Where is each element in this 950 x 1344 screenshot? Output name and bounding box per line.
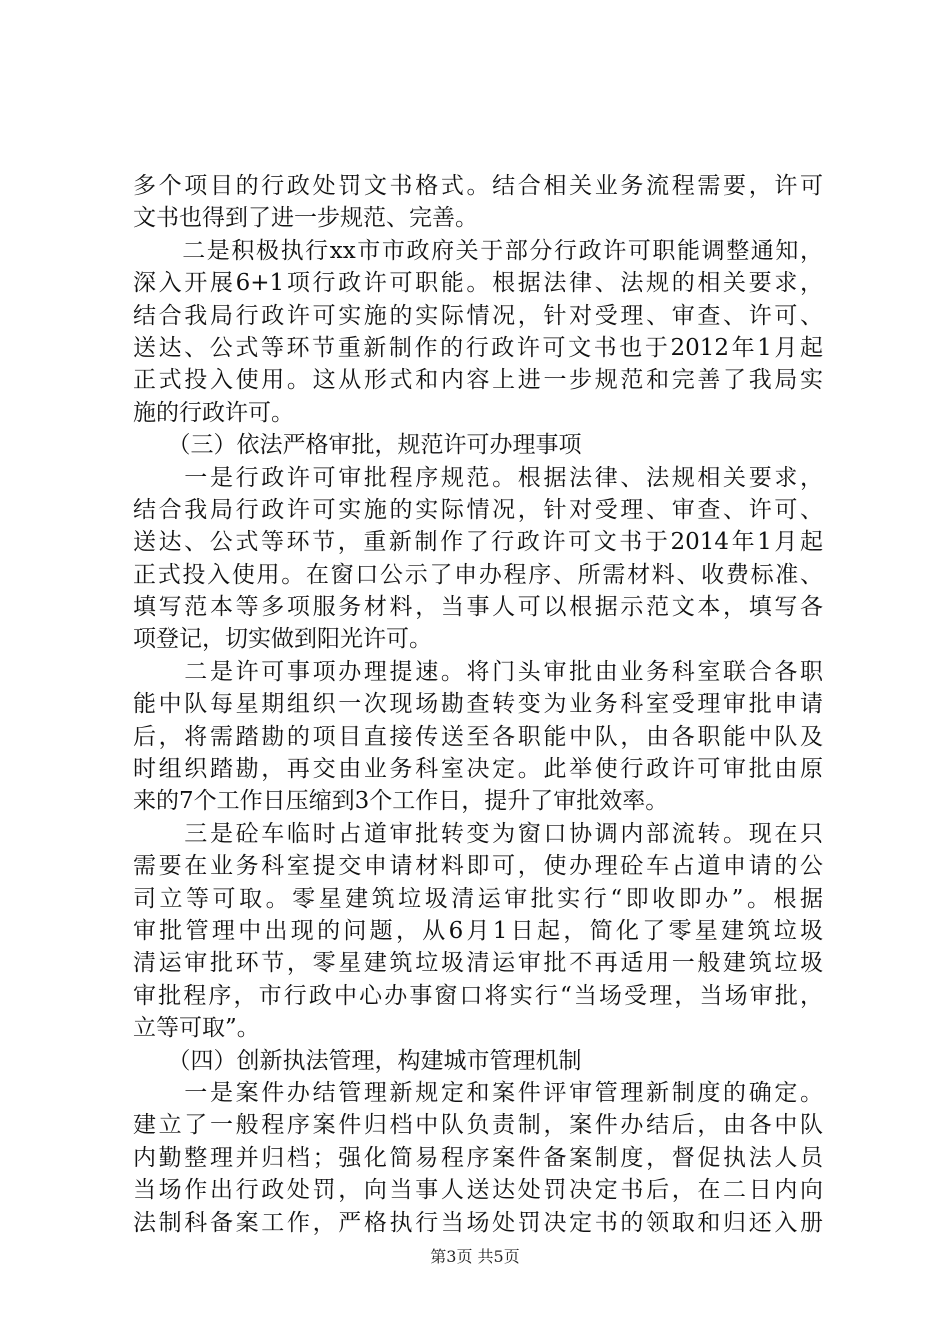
text-line: 正式投入使用。这从形式和内容上进一步规范和完善了我局实 xyxy=(133,367,823,394)
text-line: 送达、公式等环节，重新制作了行政许可文书于2014年1月起 xyxy=(133,529,823,556)
text-line: 结合我局行政许可实施的实际情况，针对受理、审查、许可、 xyxy=(133,302,823,329)
text-line: 一是案件办结管理新规定和案件评审管理新制度的确定。 xyxy=(133,1079,823,1106)
text-line: 送达、公式等环节重新制作的行政许可文书也于2012年1月起 xyxy=(133,334,823,361)
page-footer: 第3页 共5页 xyxy=(430,1247,520,1266)
text-line: 法制科备案工作，严格执行当场处罚决定书的领取和归还入册 xyxy=(133,1209,823,1236)
text-line: 清运审批环节，零星建筑垃圾清运审批不再适用一般建筑垃圾 xyxy=(133,950,823,977)
text-line: 审批程序，市行政中心办事窗口将实行“当场受理，当场审批， xyxy=(133,982,823,1009)
text-line: 一是行政许可审批程序规范。根据法律、法规相关要求， xyxy=(133,464,823,491)
text-line: 能中队每星期组织一次现场勘查转变为业务科室受理审批申请 xyxy=(133,691,823,718)
text-line: 时组织踏勘，再交由业务科室决定。此举使行政许可审批由原 xyxy=(133,756,823,783)
text-line: 司立等可取。零星建筑垃圾清运审批实行“即收即办”。根据 xyxy=(133,885,823,912)
text-line: 结合我局行政许可实施的实际情况，针对受理、审查、许可、 xyxy=(133,496,823,523)
text-line: 后，将需踏勘的项目直接传送至各职能中队，由各职能中队及 xyxy=(133,723,823,750)
text-line: 文书也得到了进一步规范、完善。 xyxy=(133,205,478,232)
text-line: 多个项目的行政处罚文书格式。结合相关业务流程需要，许可 xyxy=(133,173,823,199)
text-line: 内勤整理并归档；强化简易程序案件备案制度，督促执法人员 xyxy=(133,1144,823,1171)
text-line: （四）创新执法管理，构建城市管理机制 xyxy=(133,1047,582,1074)
text-line: 三是砼车临时占道审批转变为窗口协调内部流转。现在只 xyxy=(133,820,823,847)
text-line: 立等可取”。 xyxy=(133,1015,260,1042)
text-line: 深入开展6+1项行政许可职能。根据法律、法规的相关要求， xyxy=(133,270,823,297)
text-line: 正式投入使用。在窗口公示了申办程序、所需材料、收费标准、 xyxy=(133,561,823,588)
text-line: 施的行政许可。 xyxy=(133,399,294,426)
text-line: 二是积极执行xx市市政府关于部分行政许可职能调整通知， xyxy=(133,237,823,264)
text-line: （三）依法严格审批，规范许可办理事项 xyxy=(133,432,582,459)
text-line: 建立了一般程序案件归档中队负责制，案件办结后，由各中队 xyxy=(133,1112,823,1139)
text-line: 填写范本等多项服务材料，当事人可以根据示范文本，填写各 xyxy=(133,594,823,621)
text-line: 当场作出行政处罚，向当事人送达处罚决定书后，在二日内向 xyxy=(133,1177,823,1204)
text-line: 来的7个工作日压缩到3个工作日，提升了审批效率。 xyxy=(133,788,669,815)
text-line: 审批管理中出现的问题，从6月1日起，简化了零星建筑垃圾 xyxy=(133,917,823,944)
document-body xyxy=(133,170,823,1239)
text-line: 需要在业务科室提交申请材料即可，使办理砼车占道申请的公 xyxy=(133,853,823,880)
text-line: 项登记，切实做到阳光许可。 xyxy=(133,626,432,653)
text-line: 二是许可事项办理提速。将门头审批由业务科室联合各职 xyxy=(133,658,823,685)
